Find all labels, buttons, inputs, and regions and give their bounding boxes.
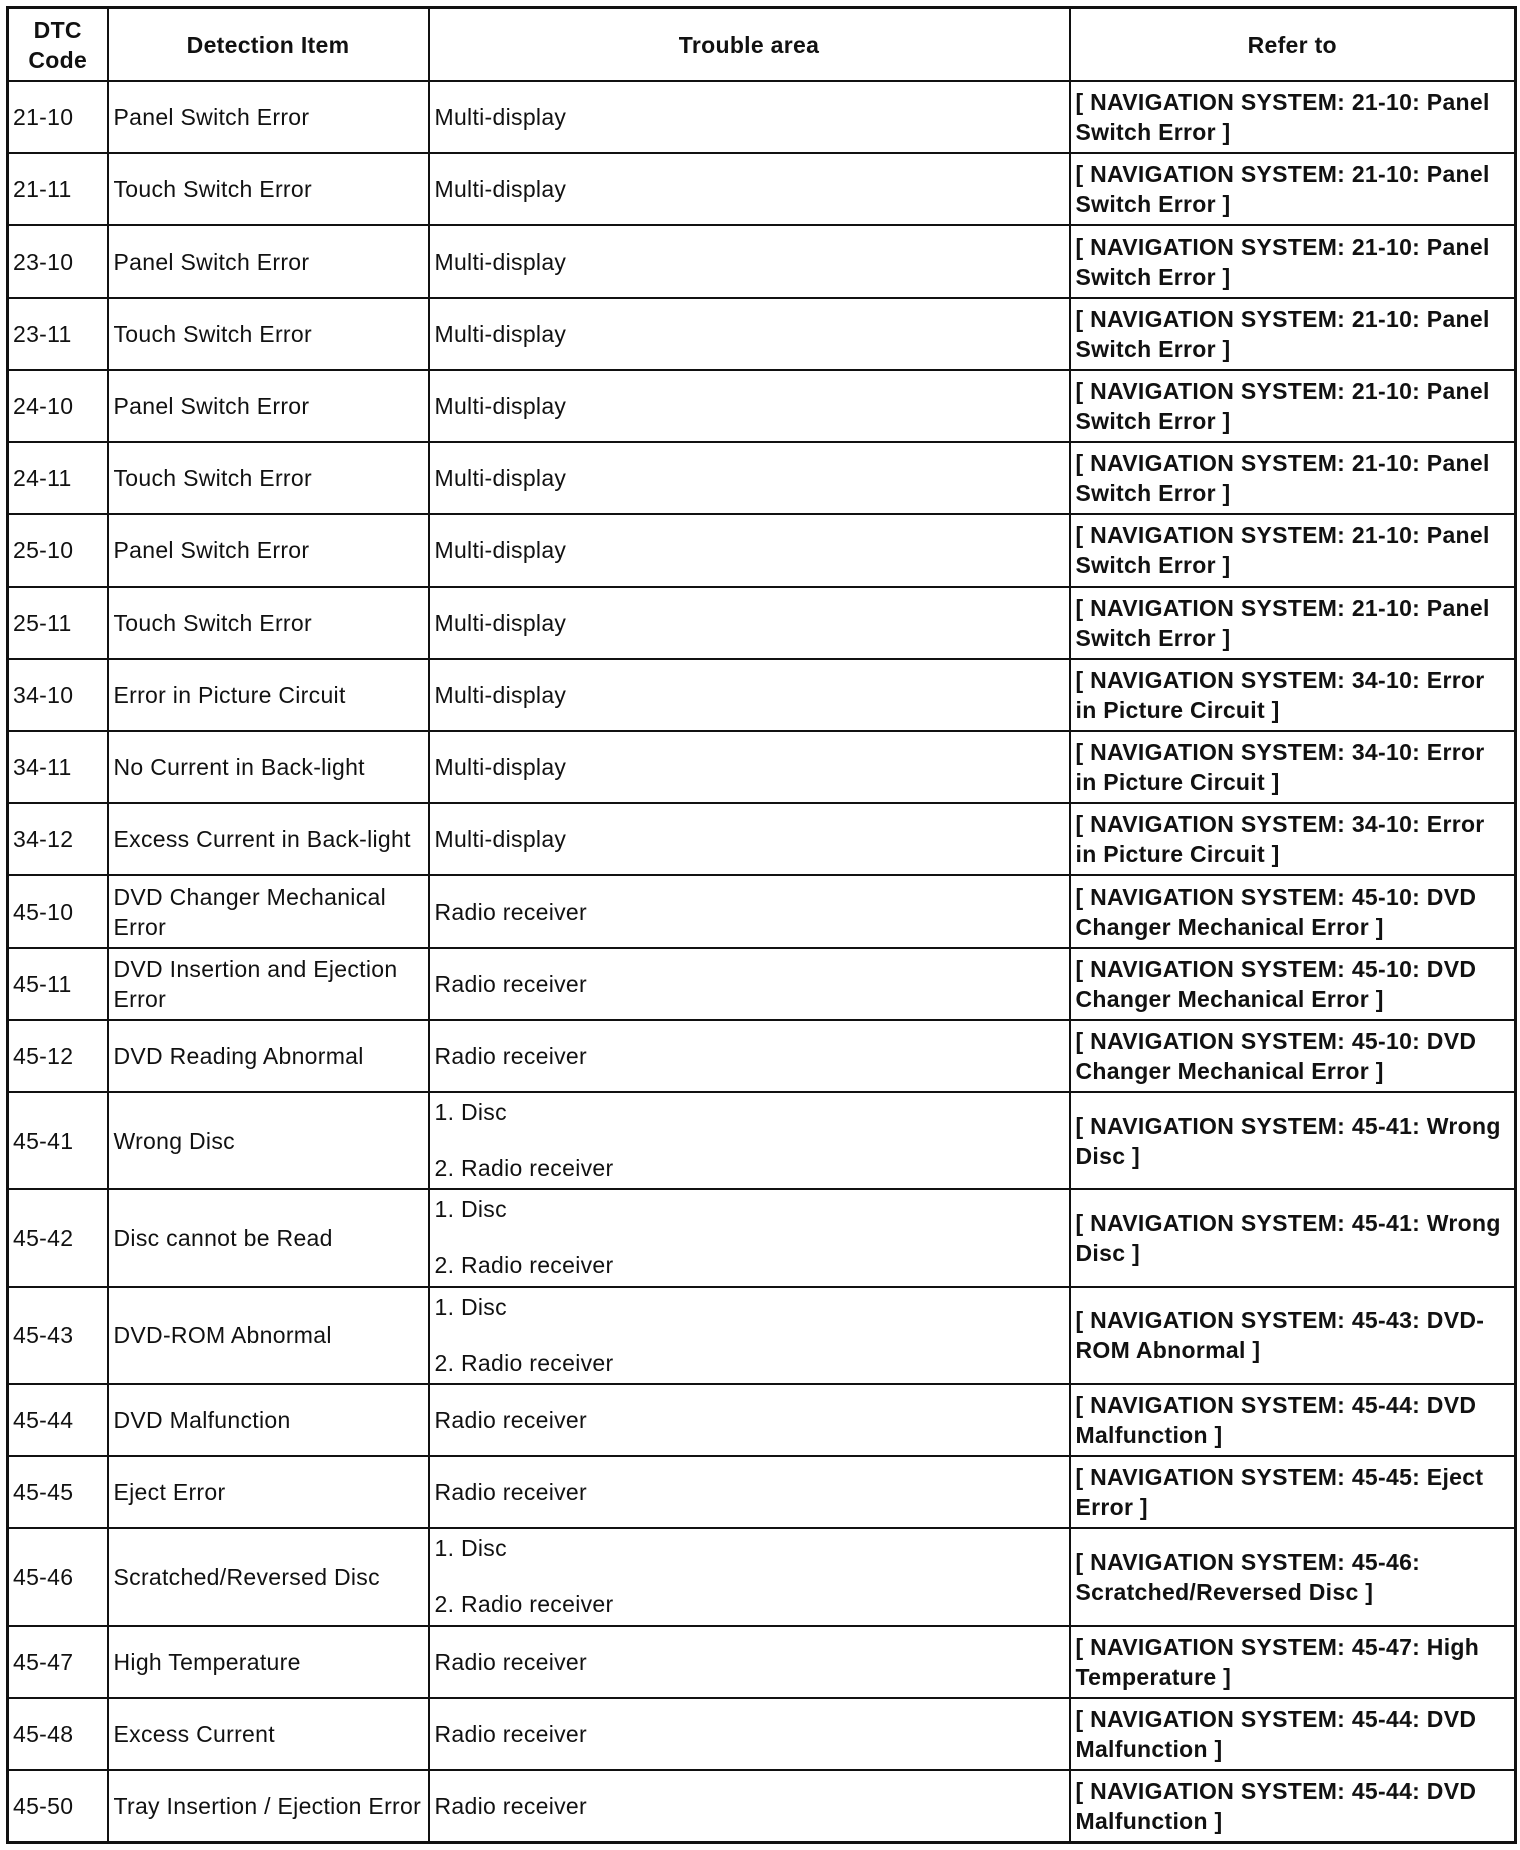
detection-item-cell: No Current in Back-light — [108, 731, 429, 803]
trouble-area-item: Radio receiver — [434, 898, 587, 925]
refer-to-link[interactable]: [ NAVIGATION SYSTEM: 34-10: Error in Picture Circuit ] — [1070, 731, 1516, 803]
detection-item-cell: Panel Switch Error — [108, 225, 429, 297]
trouble-area-item: Radio receiver — [434, 1793, 587, 1820]
detection-item-cell: Excess Current — [108, 1698, 429, 1770]
dtc-table — [6, 6, 1517, 1844]
table-row — [8, 731, 1516, 803]
refer-to-link[interactable]: [ NAVIGATION SYSTEM: 21-10: Panel Switch Error ] — [1070, 225, 1516, 297]
header-trouble-area: Trouble area — [429, 8, 1070, 82]
trouble-area-item: 1. Disc — [434, 1099, 507, 1126]
table-row — [8, 1528, 1516, 1625]
dtc-code-cell: 45-50 — [8, 1770, 108, 1842]
trouble-area-item: 1. Disc — [434, 1535, 507, 1562]
table-row — [8, 948, 1516, 1020]
dtc-code-cell: 45-43 — [8, 1287, 108, 1384]
refer-to-link[interactable]: [ NAVIGATION SYSTEM: 21-10: Panel Switch Error ] — [1070, 370, 1516, 442]
trouble-area-item: 2. Radio receiver — [434, 1252, 614, 1279]
table-row — [8, 153, 1516, 225]
table-row — [8, 298, 1516, 370]
table-row — [8, 81, 1516, 153]
refer-to-link[interactable]: [ NAVIGATION SYSTEM: 45-10: DVD Changer Mechanical Error ] — [1070, 1020, 1516, 1092]
refer-to-link[interactable]: [ NAVIGATION SYSTEM: 45-43: DVD-ROM Abnormal ] — [1070, 1287, 1516, 1384]
trouble-area-cell — [429, 1528, 1070, 1625]
detection-item-cell: Panel Switch Error — [108, 514, 429, 586]
trouble-area-item: Radio receiver — [434, 970, 587, 997]
detection-item-cell: Scratched/Reversed Disc — [108, 1528, 429, 1625]
trouble-area-item: Multi-display — [434, 176, 567, 203]
detection-item-cell: DVD Insertion and Ejection Error — [108, 948, 429, 1020]
trouble-area-cell — [429, 514, 1070, 586]
detection-item-cell: Tray Insertion / Ejection Error — [108, 1770, 429, 1842]
detection-item-cell: Wrong Disc — [108, 1092, 429, 1189]
detection-item-cell: Excess Current in Back-light — [108, 803, 429, 875]
trouble-area-cell — [429, 298, 1070, 370]
refer-to-link[interactable]: [ NAVIGATION SYSTEM: 45-41: Wrong Disc ] — [1070, 1092, 1516, 1189]
header-dtc-code-line1: DTC — [33, 16, 82, 43]
refer-to-link[interactable]: [ NAVIGATION SYSTEM: 45-10: DVD Changer Mechanical Error ] — [1070, 948, 1516, 1020]
table-row — [8, 659, 1516, 731]
refer-to-link[interactable]: [ NAVIGATION SYSTEM: 34-10: Error in Picture Circuit ] — [1070, 803, 1516, 875]
detection-item-cell: Touch Switch Error — [108, 298, 429, 370]
table-row — [8, 1092, 1516, 1189]
table-row — [8, 225, 1516, 297]
table-row — [8, 1384, 1516, 1456]
trouble-area-item: Multi-display — [434, 754, 567, 781]
table-row — [8, 442, 1516, 514]
refer-to-link[interactable]: [ NAVIGATION SYSTEM: 45-44: DVD Malfunction ] — [1070, 1770, 1516, 1842]
dtc-code-cell: 45-46 — [8, 1528, 108, 1625]
dtc-code-cell: 24-10 — [8, 370, 108, 442]
dtc-code-cell: 34-10 — [8, 659, 108, 731]
trouble-area-item: Multi-display — [434, 681, 567, 708]
detection-item-cell: Eject Error — [108, 1456, 429, 1528]
detection-item-cell: Touch Switch Error — [108, 587, 429, 659]
table-row — [8, 1287, 1516, 1384]
detection-item-cell: DVD Changer Mechanical Error — [108, 875, 429, 947]
detection-item-cell: Panel Switch Error — [108, 81, 429, 153]
detection-item-cell: DVD Reading Abnormal — [108, 1020, 429, 1092]
trouble-area-cell — [429, 948, 1070, 1020]
dtc-code-cell: 45-12 — [8, 1020, 108, 1092]
dtc-code-cell: 45-47 — [8, 1626, 108, 1698]
detection-item-cell: Error in Picture Circuit — [108, 659, 429, 731]
trouble-area-cell — [429, 370, 1070, 442]
dtc-code-cell: 45-10 — [8, 875, 108, 947]
header-row — [8, 8, 1516, 82]
dtc-code-cell: 34-11 — [8, 731, 108, 803]
refer-to-link[interactable]: [ NAVIGATION SYSTEM: 21-10: Panel Switch Error ] — [1070, 442, 1516, 514]
detection-item-cell: High Temperature — [108, 1626, 429, 1698]
table-row — [8, 803, 1516, 875]
trouble-area-cell — [429, 731, 1070, 803]
header-refer-to: Refer to — [1070, 8, 1516, 82]
trouble-area-item: Multi-display — [434, 537, 567, 564]
trouble-area-cell — [429, 659, 1070, 731]
detection-item-cell: Panel Switch Error — [108, 370, 429, 442]
trouble-area-cell — [429, 225, 1070, 297]
trouble-area-item: 2. Radio receiver — [434, 1591, 614, 1618]
table-row — [8, 875, 1516, 947]
dtc-code-cell: 45-41 — [8, 1092, 108, 1189]
trouble-area-cell — [429, 1626, 1070, 1698]
trouble-area-cell — [429, 1770, 1070, 1842]
trouble-area-item: 2. Radio receiver — [434, 1155, 614, 1182]
refer-to-link[interactable]: [ NAVIGATION SYSTEM: 34-10: Error in Picture Circuit ] — [1070, 659, 1516, 731]
refer-to-link[interactable]: [ NAVIGATION SYSTEM: 21-10: Panel Switch Error ] — [1070, 514, 1516, 586]
detection-item-cell: Touch Switch Error — [108, 442, 429, 514]
dtc-code-cell: 23-10 — [8, 225, 108, 297]
trouble-area-item: 1. Disc — [434, 1293, 507, 1320]
dtc-code-cell: 21-11 — [8, 153, 108, 225]
header-detection-item: Detection Item — [108, 8, 429, 82]
dtc-code-cell: 25-10 — [8, 514, 108, 586]
trouble-area-item: Radio receiver — [434, 1479, 587, 1506]
header-dtc-code — [8, 8, 108, 82]
trouble-area-cell — [429, 1287, 1070, 1384]
header-dtc-code-line2: Code — [28, 46, 88, 73]
table-row — [8, 1189, 1516, 1286]
table-row — [8, 1626, 1516, 1698]
refer-to-link[interactable]: [ NAVIGATION SYSTEM: 45-41: Wrong Disc ] — [1070, 1189, 1516, 1286]
trouble-area-item: Radio receiver — [434, 1407, 587, 1434]
trouble-area-cell — [429, 1092, 1070, 1189]
trouble-area-item: Multi-display — [434, 392, 567, 419]
trouble-area-item: 2. Radio receiver — [434, 1349, 614, 1376]
dtc-code-cell: 45-48 — [8, 1698, 108, 1770]
table-row — [8, 1020, 1516, 1092]
dtc-code-cell: 45-45 — [8, 1456, 108, 1528]
table-row — [8, 1698, 1516, 1770]
table-row — [8, 1456, 1516, 1528]
table-body — [8, 81, 1516, 1843]
dtc-code-cell: 45-42 — [8, 1189, 108, 1286]
trouble-area-item: 1. Disc — [434, 1196, 507, 1223]
trouble-area-cell — [429, 875, 1070, 947]
refer-to-link[interactable]: [ NAVIGATION SYSTEM: 45-10: DVD Changer Mechanical Error ] — [1070, 875, 1516, 947]
trouble-area-item: Radio receiver — [434, 1648, 587, 1675]
trouble-area-item: Radio receiver — [434, 1042, 587, 1069]
refer-to-link[interactable]: [ NAVIGATION SYSTEM: 45-44: DVD Malfunction ] — [1070, 1384, 1516, 1456]
refer-to-link[interactable]: [ NAVIGATION SYSTEM: 21-10: Panel Switch Error ] — [1070, 81, 1516, 153]
trouble-area-cell — [429, 81, 1070, 153]
table-row — [8, 587, 1516, 659]
dtc-code-cell: 45-44 — [8, 1384, 108, 1456]
trouble-area-cell — [429, 1456, 1070, 1528]
trouble-area-cell — [429, 1020, 1070, 1092]
dtc-code-cell: 21-10 — [8, 81, 108, 153]
refer-to-link[interactable]: [ NAVIGATION SYSTEM: 45-47: High Temperature ] — [1070, 1626, 1516, 1698]
table-row — [8, 1770, 1516, 1842]
trouble-area-cell — [429, 1698, 1070, 1770]
dtc-code-cell: 24-11 — [8, 442, 108, 514]
trouble-area-item: Multi-display — [434, 465, 567, 492]
dtc-code-cell: 23-11 — [8, 298, 108, 370]
refer-to-link[interactable]: [ NAVIGATION SYSTEM: 45-46: Scratched/Reversed Disc ] — [1070, 1528, 1516, 1625]
dtc-code-cell: 25-11 — [8, 587, 108, 659]
trouble-area-item: Multi-display — [434, 104, 567, 131]
dtc-code-cell: 34-12 — [8, 803, 108, 875]
trouble-area-cell — [429, 587, 1070, 659]
trouble-area-item: Multi-display — [434, 248, 567, 275]
trouble-area-cell — [429, 442, 1070, 514]
detection-item-cell: DVD Malfunction — [108, 1384, 429, 1456]
refer-to-link[interactable]: [ NAVIGATION SYSTEM: 21-10: Panel Switch Error ] — [1070, 298, 1516, 370]
detection-item-cell: DVD-ROM Abnormal — [108, 1287, 429, 1384]
refer-to-link[interactable]: [ NAVIGATION SYSTEM: 45-45: Eject Error ] — [1070, 1456, 1516, 1528]
trouble-area-cell — [429, 803, 1070, 875]
refer-to-link[interactable]: [ NAVIGATION SYSTEM: 45-44: DVD Malfunction ] — [1070, 1698, 1516, 1770]
dtc-code-cell: 45-11 — [8, 948, 108, 1020]
trouble-area-item: Radio receiver — [434, 1721, 587, 1748]
trouble-area-cell — [429, 153, 1070, 225]
table-row — [8, 370, 1516, 442]
detection-item-cell: Touch Switch Error — [108, 153, 429, 225]
trouble-area-item: Multi-display — [434, 826, 567, 853]
refer-to-link[interactable]: [ NAVIGATION SYSTEM: 21-10: Panel Switch Error ] — [1070, 587, 1516, 659]
detection-item-cell: Disc cannot be Read — [108, 1189, 429, 1286]
trouble-area-item: Multi-display — [434, 320, 567, 347]
table-row — [8, 514, 1516, 586]
trouble-area-item: Multi-display — [434, 609, 567, 636]
trouble-area-cell — [429, 1189, 1070, 1286]
refer-to-link[interactable]: [ NAVIGATION SYSTEM: 21-10: Panel Switch Error ] — [1070, 153, 1516, 225]
trouble-area-cell — [429, 1384, 1070, 1456]
